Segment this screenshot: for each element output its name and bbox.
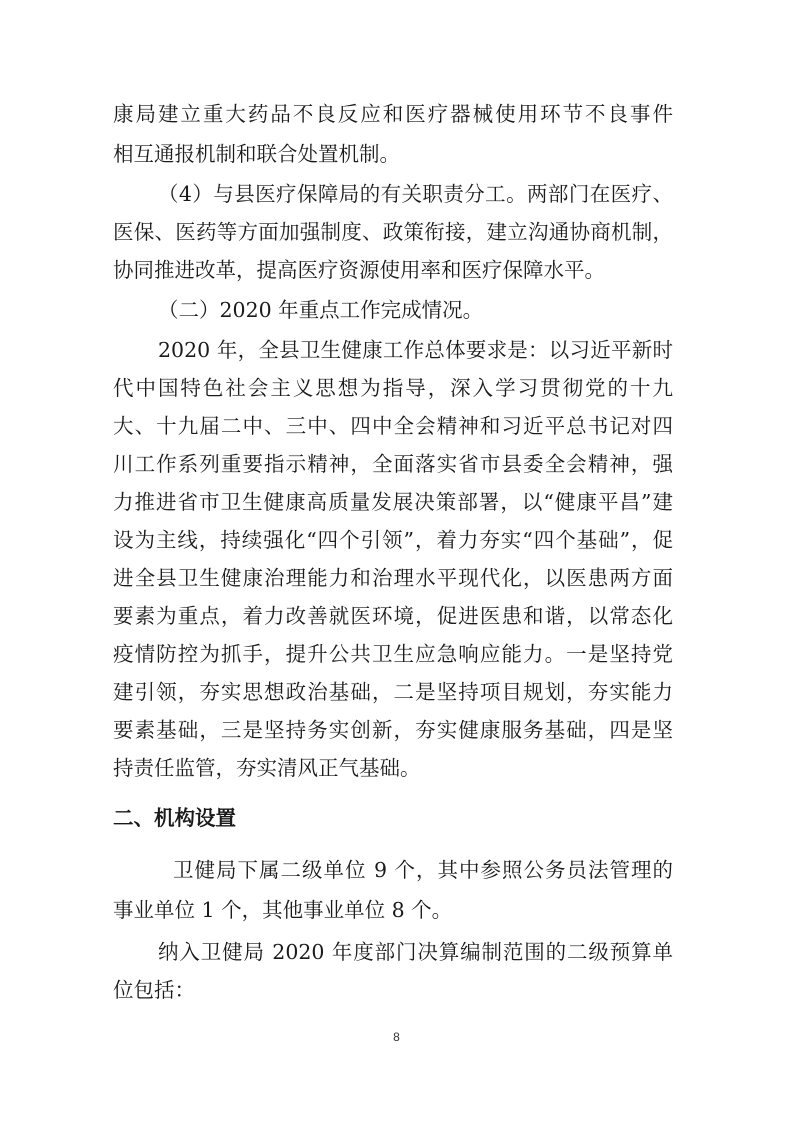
text-line: 要素基础，三是坚持务实创新，夯实健康服务基础，四是坚 <box>113 718 673 742</box>
text-line: 2020 年，全县卫生健康工作总体要求是：以习近平新时 <box>158 338 673 362</box>
text-line: 卫健局下属二级单位 9 个，其中参照公务员法管理的 <box>173 858 673 882</box>
text-line: 建引领，夯实思想政治基础，二是坚持项目规划，夯实能力 <box>113 680 673 704</box>
text-line: 力推进省市卫生健康高质量发展决策部署，以“健康平昌”建 <box>113 490 673 514</box>
text-line: 川工作系列重要指示精神，全面落实省市县委全会精神，强 <box>113 452 673 476</box>
text-line: （4）与县医疗保障局的有关职责分工。两部门在医疗、 <box>158 182 673 206</box>
text-line: 代中国特色社会主义思想为指导，深入学习贯彻党的十九 <box>113 376 673 400</box>
text-line: 纳入卫健局 2020 年度部门决算编制范围的二级预算单 <box>158 940 673 964</box>
text-line: 位包括： <box>113 978 195 1002</box>
text-line: 持责任监管，夯实清风正气基础。 <box>113 756 421 780</box>
section-heading: 二、机构设置 <box>113 806 236 830</box>
text-line: 大、十九届二中、三中、四中全会精神和习近平总书记对四 <box>113 414 673 438</box>
section-subheading: （二）2020 年重点工作完成情况。 <box>158 298 484 322</box>
text-line: 要素为重点，着力改善就医环境，促进医患和谐，以常态化 <box>113 604 673 628</box>
text-line: 协同推进改革，提高医疗资源使用率和医疗保障水平。 <box>113 258 605 282</box>
text-line: 相互通报机制和联合处置机制。 <box>113 142 400 166</box>
text-line: 医保、医药等方面加强制度、政策衔接，建立沟通协商机制， <box>113 220 673 244</box>
text-line: 康局建立重大药品不良反应和医疗器械使用环节不良事件 <box>113 102 673 126</box>
text-line: 进全县卫生健康治理能力和治理水平现代化，以医患两方面 <box>113 566 673 590</box>
page-number: 8 <box>393 1030 400 1044</box>
text-line: 事业单位 1 个，其他事业单位 8 个。 <box>113 898 453 922</box>
text-line: 疫情防控为抓手，提升公共卫生应急响应能力。一是坚持党 <box>113 642 673 666</box>
text-line: 设为主线，持续强化“四个引领”，着力夯实“四个基础”，促 <box>113 528 673 552</box>
